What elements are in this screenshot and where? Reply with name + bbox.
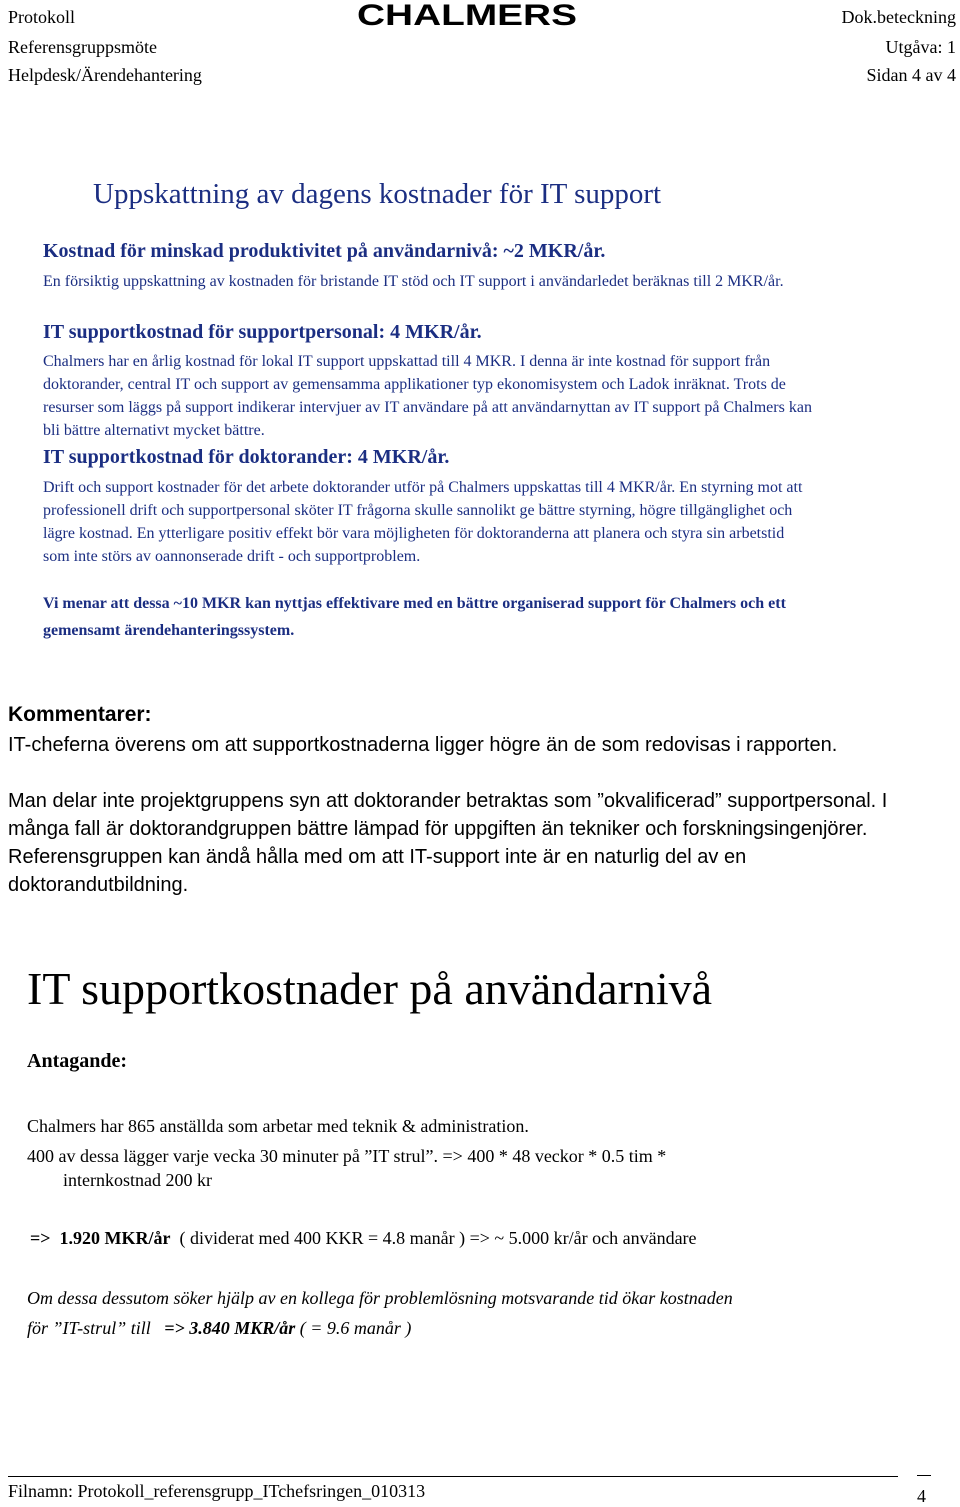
slide2-line-calc: 400 av dessa lägger varje vecka 30 minuter på ”IT strul”. => 400 * 48 veckor * 0.5 tim *	[27, 1146, 667, 1166]
comments-paragraph-1: IT-cheferna överens om att supportkostnaderna ligger högre än de som redovisas i rapporten.	[8, 734, 838, 756]
slide2-title: IT supportkostnader på användarnivå	[27, 963, 713, 1014]
slide1-paragraph-phd: Drift och support kostnader för det arbete doktorander utför på Chalmers uppskattas till 4 MKR/år. En styrning mot att professionell drift och supportpersonal sköter IT frågorna skulle sannolikt ge bättre styrning, högre tillgänglighet och lägre kostnad. En ytterligare positiv effekt bör vara möjligheten för doktoranderna att planera och styra sin arbetstid som inte störs av oannonserade drift - och supportproblem.	[43, 479, 803, 565]
slide1-heading-phd: IT supportkostnad för doktorander: 4 MKR/år.	[43, 446, 450, 468]
slide2-italic-line-1: Om dessa dessutom söker hjälp av en kollega för problemlösning motsvarande tid ökar kostnaden	[27, 1288, 733, 1308]
comments-paragraph-2: Man delar inte projektgruppens syn att doktorander betraktas som ”okvalificerad” supportpersonal. I många fall är doktorandgruppen bättre lämpad för uppgiften än tekniker och forskningsingenjörer. Referensgruppen kan ändå hålla med om att IT-support inte är en naturlig del av en doktorandutbildning.	[8, 790, 888, 896]
slide1-paragraph-staff: Chalmers har en årlig kostnad för lokal IT support uppskattad till 4 MKR. I denna är inte kostnad för support från doktorander, central IT och support av gemensamma applikationer typ ekonomisystem och Ladok inräknat. Trots de resurser som läggs på support indikerar intervjuer av IT användare på att användarnyttan av IT support på Chalmers kan bli bättre alternativt mycket bättre.	[43, 353, 812, 439]
slide2-line-staff: Chalmers har 865 anställda som arbetar med teknik & administration.	[27, 1116, 529, 1136]
footer-rule	[8, 1476, 898, 1477]
header-doc-id: Dok.beteckning	[841, 7, 956, 27]
italic-part-c: ( = 9.6 manår )	[299, 1318, 412, 1338]
slide2-line-calc-cont: internkostnad 200 kr	[63, 1170, 212, 1190]
logo-text: CHALMERS	[357, 0, 577, 30]
comments-title: Kommentarer:	[8, 703, 152, 726]
result-rest: ( dividerat med 400 KKR = 4.8 manår ) => ~ 5.000 kr/år och användare	[179, 1228, 697, 1248]
slide1-title: Uppskattning av dagens kostnader för IT support	[93, 178, 662, 210]
italic-part-b: => 3.840 MKR/år	[164, 1318, 296, 1338]
slide2-result	[30, 1226, 697, 1250]
result-arrow: =>	[30, 1228, 51, 1248]
slide1-paragraph-productivity: En försiktig uppskattning av kostnaden för bristande IT stöd och IT support i användarledet beräknas till 2 MKR/år.	[43, 273, 784, 290]
chalmers-logo	[356, 0, 578, 30]
result-value: 1.920 MKR/år	[59, 1228, 171, 1248]
slide1-conclusion: Vi menar att dessa ~10 MKR kan nyttjas effektivare med en bättre organiserad support för Chalmers och ett gemensamt ärendehanteringssystem.	[43, 595, 786, 639]
slide1-heading-productivity: Kostnad för minskad produktivitet på användarnivå: ~2 MKR/år.	[43, 240, 606, 262]
footer-page-number: 4	[917, 1486, 926, 1506]
header-meeting: Referensgruppsmöte	[8, 37, 157, 57]
header-topic: Helpdesk/Ärendehantering	[8, 65, 202, 85]
header-edition: Utgåva: 1	[885, 37, 956, 57]
slide1-heading-staff: IT supportkostnad för supportpersonal: 4 MKR/år.	[43, 321, 482, 343]
italic-part-a: för ”IT-strul” till	[27, 1318, 151, 1338]
header-page: Sidan 4 av 4	[866, 65, 956, 85]
footer-filename: Filnamn: Protokoll_referensgrupp_ITchefsringen_010313	[8, 1481, 426, 1501]
footer-page-rule	[917, 1475, 931, 1476]
slide2-italic-line-2	[27, 1316, 411, 1340]
slide2-assumption-label: Antagande:	[27, 1050, 128, 1072]
header-protokoll: Protokoll	[8, 7, 76, 27]
